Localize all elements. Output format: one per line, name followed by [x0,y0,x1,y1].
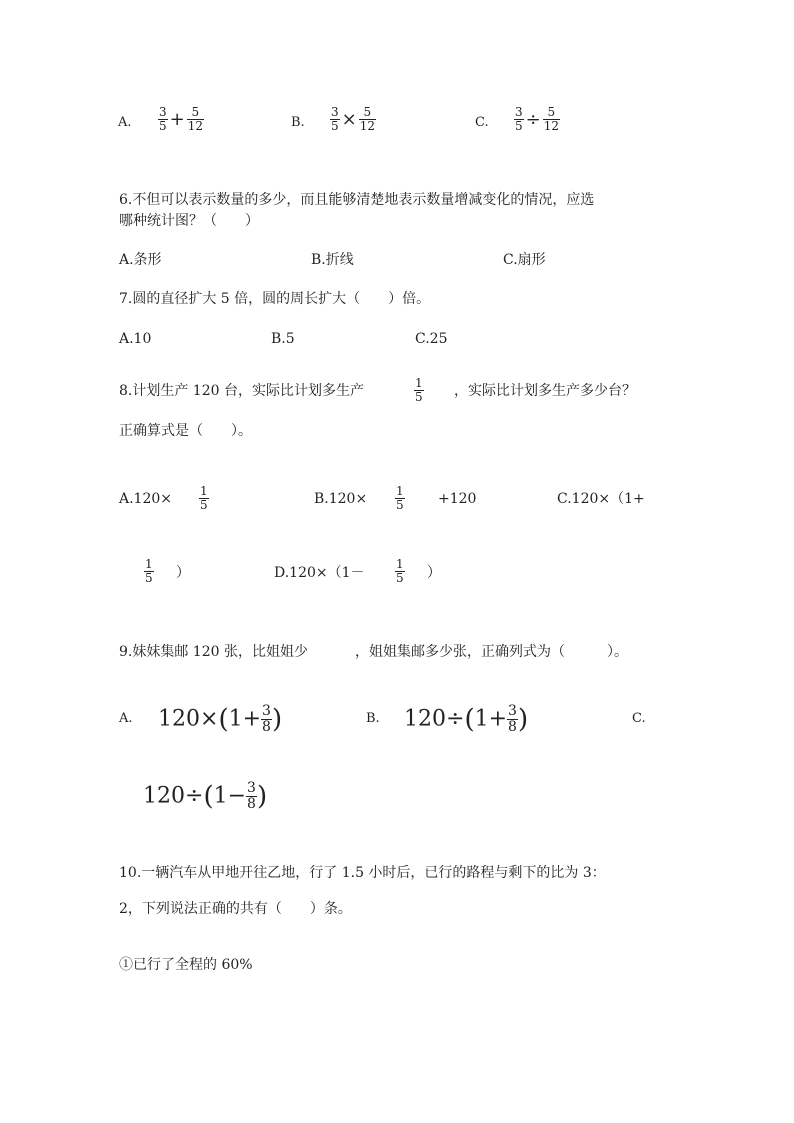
q7-option-a: A.10 [119,331,152,347]
q7-option-b: B.5 [271,331,295,347]
q5-option-a-expression: $\frac{3}{5}$ + $\frac{5}{12}$ [159,105,204,133]
q8-option-b-post: +120 [438,491,477,507]
q7-text: 7.圆的直径扩大 5 倍，圆的周长扩大（ ）倍。 [119,291,431,307]
q7-option-c: C.25 [415,331,448,347]
q6-text-line2: 哪种统计图？（ ） [119,213,259,229]
q10-item-1: ①已行了全程的 60% [119,957,253,973]
q8-option-d-fraction: $\frac{1}{5}$ [396,557,404,585]
q8-option-b-text: B.120× [314,491,368,507]
q8-option-d-close: ） [427,565,441,581]
q8-option-a-fraction: $\frac{1}{5}$ [200,484,208,512]
q6-option-b: B.折线 [311,252,354,268]
q8-text-line1-pre: 8.计划生产 120 台，实际比计划多生产 [119,383,364,399]
q6-option-a: A.条形 [119,252,162,268]
q9-option-a-expression: 120×(1+ $\frac{3}{8}$ ) [158,703,283,735]
q9-text-post: ，姐姐集邮多少张，正确列式为（ ）。 [355,644,628,660]
q8-text-line2: 正确算式是（ ）。 [119,423,252,439]
q8-option-b-fraction: $\frac{1}{5}$ [396,484,404,512]
q5-option-b-expression: $\frac{3}{5}$ × $\frac{5}{12}$ [331,105,376,133]
q8-text-line1-post: ，实际比计划多生产多少台？ [454,383,636,399]
q9-option-b-label: B. [366,711,380,726]
q10-text-line1: 10.一辆汽车从甲地开往乙地，行了 1.5 小时后，已行的路程与剩下的比为 3： [119,865,606,881]
q9-text-pre: 9.妹妹集邮 120 张，比姐姐少 [119,644,308,660]
q6-option-c: C.扇形 [503,252,546,268]
q8-option-c-fraction: $\frac{1}{5}$ [145,557,153,585]
q9-option-b-expression: 120÷(1+ $\frac{3}{8}$ ) [404,703,529,735]
q5-option-b-label: B. [291,115,305,130]
q8-option-c-text: C.120×（1+ [557,491,645,507]
q8-option-d-text: D.120×（1－ [274,565,365,581]
q8-option-a-text: A.120× [119,491,173,507]
q9-option-c-expression: 120÷(1− $\frac{3}{8}$ ) [143,780,268,812]
q8-fraction: $\frac{1}{5}$ [415,376,423,404]
q5-option-c-label: C. [475,115,489,130]
q5-option-c-expression: $\frac{3}{5}$ ÷ $\frac{5}{12}$ [515,105,560,133]
q5-option-a-label: A. [118,115,132,130]
q6-text-line1: 6.不但可以表示数量的多少，而且能够清楚地表示数量增减变化的情况，应选 [119,192,595,208]
q9-option-c-label: C. [632,711,646,726]
q10-text-line2: 2，下列说法正确的共有（ ）条。 [119,901,352,917]
q8-option-c-close: ） [176,565,190,581]
q9-option-a-label: A. [119,711,133,726]
